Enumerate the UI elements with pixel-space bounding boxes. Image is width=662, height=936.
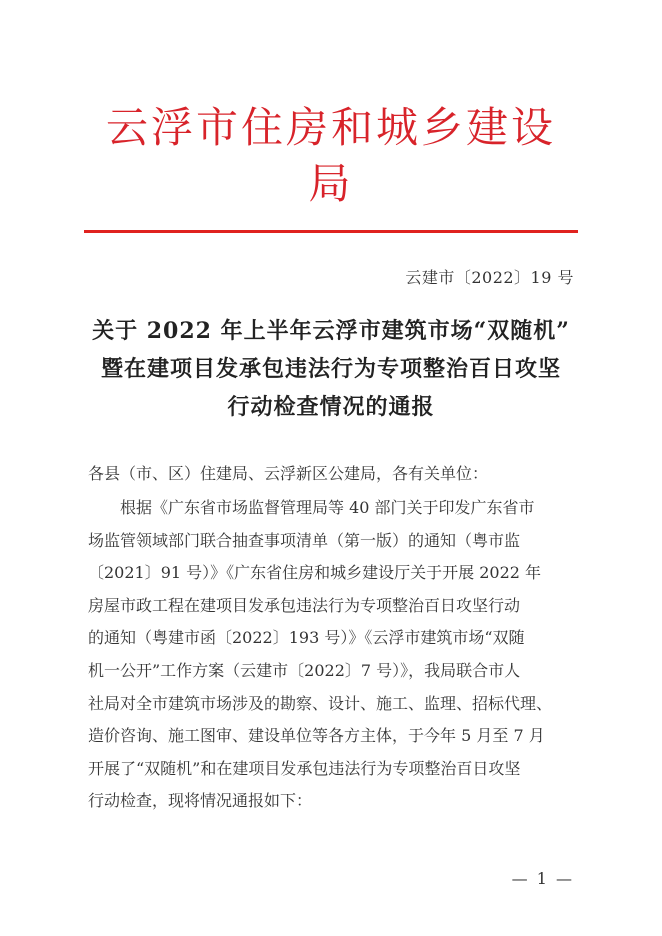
body-line: 的通知（粤建市函〔2022〕193 号）》《云浮市建筑市场“双随 bbox=[88, 628, 525, 648]
title-line: 关于 2022 年上半年云浮市建筑市场“双随机” bbox=[92, 318, 570, 344]
header-divider bbox=[84, 230, 578, 233]
salutation: 各县（市、区）住建局、云浮新区公建局，各有关单位： bbox=[88, 464, 489, 483]
body-line: 社局对全市建筑市场涉及的勘察、设计、施工、监理、招标代理、 bbox=[88, 693, 553, 713]
org-header bbox=[0, 100, 662, 212]
body-line: 造价咨询、施工图审、建设单位等各方主体，于今年 5 月至 7 月 bbox=[88, 726, 545, 746]
body-line: 根据《广东省市场监督管理局等 40 部门关于印发广东省市 bbox=[120, 498, 535, 517]
document-number: 云建市〔2022〕19 号 bbox=[405, 268, 574, 287]
body-line: 开展了“双随机”和在建项目发承包违法行为专项整治百日攻坚 bbox=[88, 758, 521, 778]
body-line: 〔2021〕91 号）》《广东省住房和城乡建设厅关于开展 2022 年 bbox=[88, 563, 542, 583]
document-title bbox=[70, 312, 592, 426]
org-name-line2: 局 bbox=[308, 159, 354, 208]
body-line: 行动检查，现将情况通报如下： bbox=[88, 791, 313, 811]
body-line: 场监管领域部门联合抽查事项清单（第一版）的通知（粤市监 bbox=[88, 530, 521, 550]
body-line: 房屋市政工程在建项目发承包违法行为专项整治百日攻坚行动 bbox=[88, 595, 521, 615]
title-line: 行动检查情况的通报 bbox=[227, 394, 435, 420]
body-line: 机一公开”工作方案（云建市〔2022〕7 号）》，我局联合市人 bbox=[88, 660, 521, 680]
page-number: — 1 — bbox=[511, 869, 574, 888]
org-name-line1: 云浮市住房和城乡建设 bbox=[105, 103, 556, 152]
title-line: 暨在建项目发承包违法行为专项整治百日攻坚 bbox=[100, 356, 561, 382]
body-paragraph bbox=[88, 492, 580, 818]
